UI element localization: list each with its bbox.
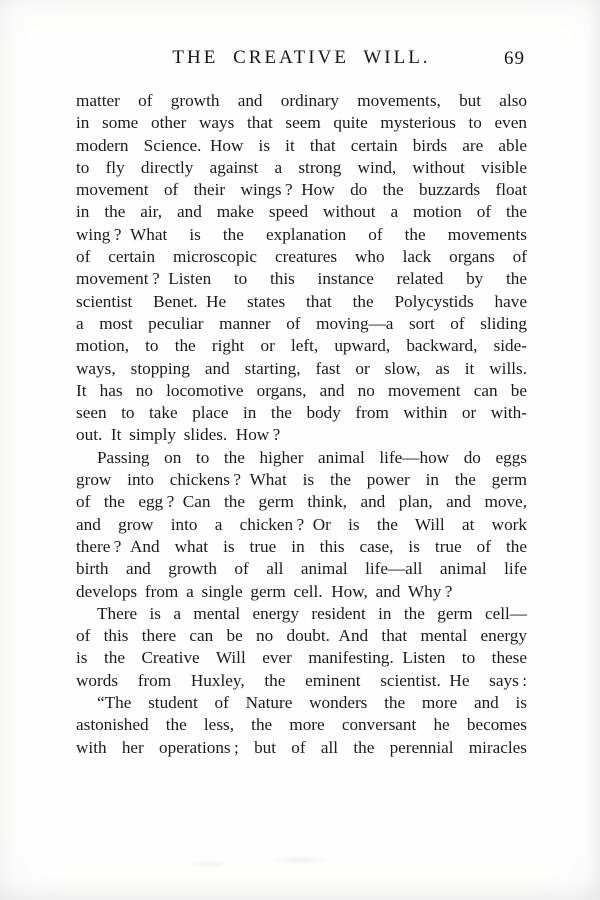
text-line: “The student of Nature wonders the more and is <box>97 693 527 713</box>
text-line: astonished the less, the more conversant he becomes <box>76 715 527 735</box>
paragraph <box>76 90 527 447</box>
text-line: in some other ways that seem quite mysterious to even <box>76 113 527 133</box>
text-line: It has no locomotive organs, and no movement can be <box>76 380 527 400</box>
text-line: is the Creative Will ever manifesting. Listen to these <box>76 648 527 668</box>
text-line: out. It simply slides. How ? <box>76 425 281 445</box>
text-line: ways, stopping and starting, fast or slow, as it wills. <box>76 358 527 378</box>
text-line: and grow into a chicken ? Or is the Will at work <box>76 514 527 534</box>
text-line: matter of growth and ordinary movements, but also <box>76 91 527 110</box>
text-line: there ? And what is true in this case, is true of the <box>76 536 527 556</box>
page-number: 69 <box>504 48 525 69</box>
scan-smudge <box>255 852 345 868</box>
text-line: movement of their wings ? How do the buzzards float <box>76 180 527 200</box>
running-head <box>76 45 527 71</box>
text-line: with her operations ; but of all the perennial miracles <box>76 737 527 757</box>
text-line: words from Huxley, the eminent scientist. He says : <box>76 670 527 690</box>
text-line: motion, to the right or left, upward, backward, side- <box>76 336 527 356</box>
page-title: THE CREATIVE WILL. <box>172 47 431 68</box>
text-line: seen to take place in the body from within or with- <box>76 403 527 423</box>
text-line: scientist Benet. He states that the Polycystids have <box>76 291 527 311</box>
text-line: Passing on to the higher animal life—how do eggs <box>97 447 527 467</box>
text-line: grow into chickens ? What is the power in the germ <box>76 470 527 490</box>
text-line: develops from a single germ cell. How, and Why ? <box>76 581 453 601</box>
text-line: a most peculiar manner of moving—a sort of sliding <box>76 313 527 333</box>
paragraph <box>76 447 527 603</box>
text-line: birth and growth of all animal life—all animal life <box>76 559 527 579</box>
body-text <box>76 90 527 759</box>
text-line: movement ? Listen to this instance related by the <box>76 269 527 289</box>
text-line: to fly directly against a strong wind, without visible <box>76 157 527 177</box>
text-line: There is a mental energy resident in the germ cell— <box>97 603 527 623</box>
text-line: of certain microscopic creatures who lack organs of <box>76 247 527 267</box>
paragraph <box>76 692 527 759</box>
paragraph <box>76 603 527 692</box>
text-line: of the egg ? Can the germ think, and plan, and move, <box>76 492 527 512</box>
text-line: wing ? What is the explanation of the movements <box>76 224 527 244</box>
text-line: in the air, and make speed without a motion of the <box>76 202 527 222</box>
text-line: modern Science. How is it that certain birds are able <box>76 135 527 155</box>
text-line: of this there can be no doubt. And that mental energy <box>76 626 527 646</box>
scan-smudge <box>180 858 240 870</box>
